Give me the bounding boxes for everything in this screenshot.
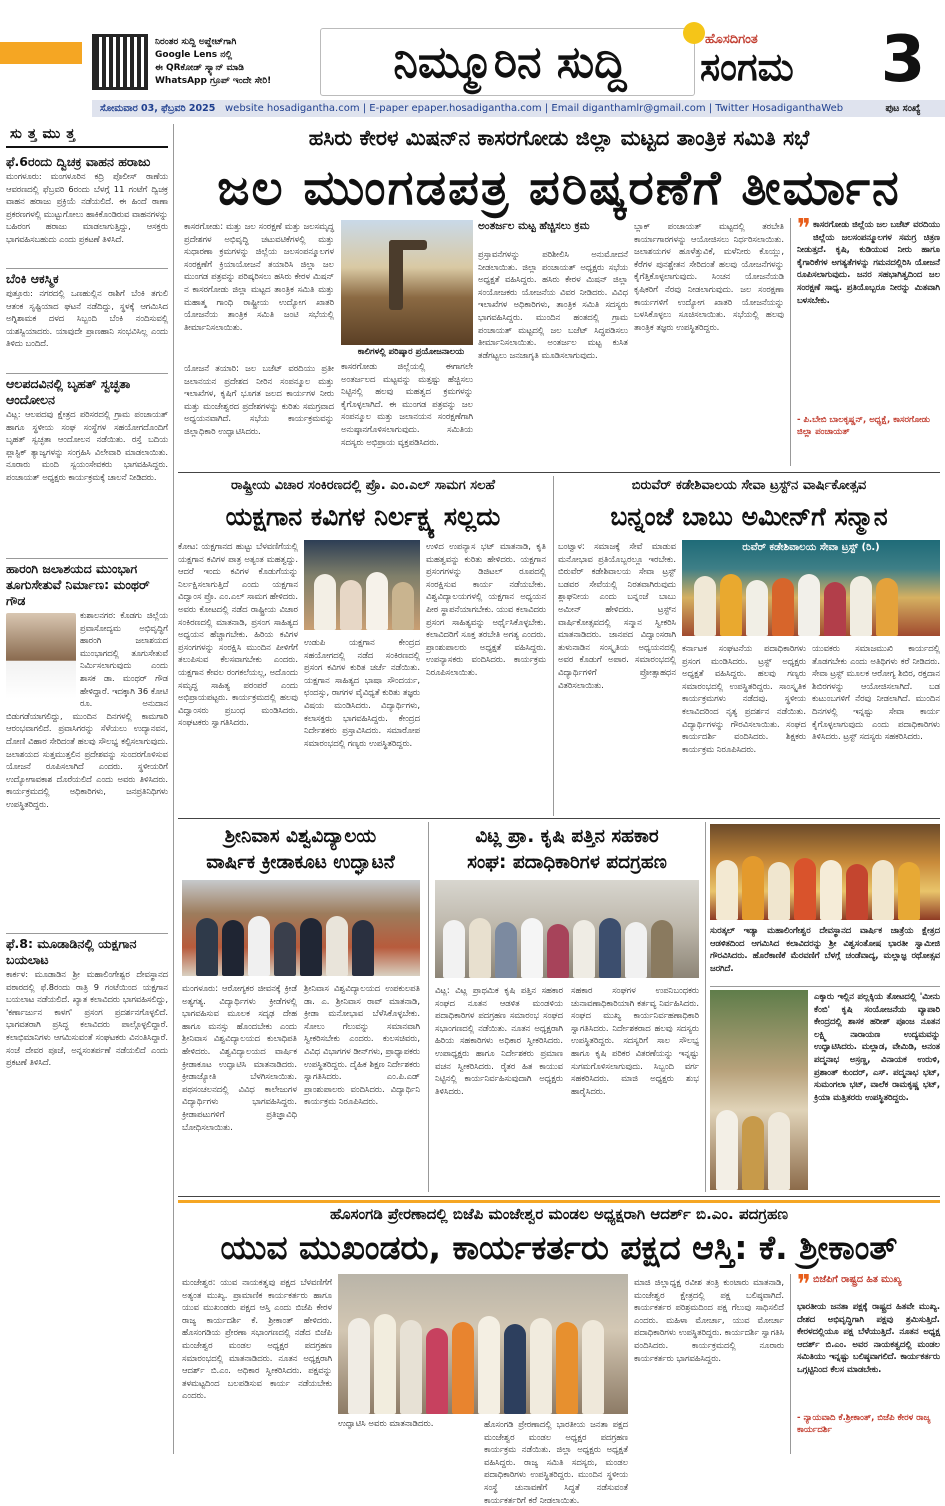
bjp-col: ಹೊಸಂಗಡಿ ಪ್ರೇರಣಾದಲ್ಲಿ ಭಾರತೀಯ ಜನತಾ ಪಕ್ಷದ ಮಂಜೇಶ್ವರ ಮಂಡಲ ಅಧ್ಯಕ್ಷರ ಪದಗ್ರಹಣ ಕಾರ್ಯಕ್ರಮ ನಡೆಯಿತು. ಜಿಲ್ಲಾ ಅಧ್ಯಕ್ಷರು ಅಧ್ಯಕ್ಷತೆ ವಹಿಸಿದ್ದರು. ರಾಜ್ಯ ಸಮಿತಿ ಸದಸ್ಯರು, ಮಂಡಲ ಪದಾಧಿಕಾರಿಗಳು ಉಪಸ್ಥಿತರಿದ್ದರು. ಮುಂದಿನ ಸ್ಥಳೀಯ ಸಂಸ್ಥೆ ಚುನಾವಣೆಗೆ ಸಿದ್ಧತೆ ನಡೆಸುವಂತೆ ಕಾರ್ಯಕರ್ತರಿಗೆ ಕರೆ ನೀಡಲಾಯಿತು. xyxy=(484,1419,628,1505)
story5-headline-2: ಸಂಘ: ಪದಾಧಿಕಾರಿಗಳ ಪದಗ್ರಹಣ xyxy=(467,852,667,873)
sidebar-story-text: ಕುಶಾಲನಗರ: ಕೊಡಗು ಜಿಲ್ಲೆಯ ಪ್ರವಾಸೋದ್ಯಮ ಅಭಿವೃದ್ಧಿಗೆ ಹಾರಂಗಿ ಜಲಾಶಯದ ಮುಂಭಾಗದಲ್ಲಿ ತೂಗುಸೇತುವೆ ನಿರ್ಮಿಸಲಾಗುವುದು ಎಂದು ಶಾಸಕ ಡಾ. ಮಂಥರ್ ಗೌಡ ಹೇಳಿದ್ದಾರೆ. ಇದಕ್ಕಾಗಿ 36 ಕೋಟಿ ರೂ. ಅನುದಾನ ಬಿಡುಗಡೆಯಾಗಲಿದ್ದು, ಮುಂದಿನ ದಿನಗಳಲ್ಲಿ ಕಾಮಗಾರಿ ಆರಂಭವಾಗಲಿದೆ. ಪ್ರವಾಸಿಗರನ್ನು ಸೆಳೆಯಲು ಉದ್ಯಾನವನ, ದೋಣಿ ವಿಹಾರ ಸೇರಿದಂತೆ ಹಲವು ಸೌಲಭ್ಯ ಕಲ್ಪಿಸಲಾಗುವುದು. ಜಲಾಶಯದ ಸುತ್ತಮುತ್ತಲಿನ ಪ್ರದೇಶವನ್ನು ಸುಂದರಗೊಳಿಸುವ ಯೋಜನೆ ರೂಪಿಸಲಾಗಿದೆ ಎಂದರು. ಸ್ಥಳೀಯರಿಗೆ ಉದ್ಯೋಗಾವಕಾಶ ದೊರೆಯಲಿದೆ ಎಂದು ಅವರು ತಿಳಿಸಿದರು. ಕಾರ್ಯಕ್ರಮದಲ್ಲಿ ಅಧಿಕಾರಿಗಳು, ಜನಪ್ರತಿನಿಧಿಗಳು ಉಪಸ್ಥಿತರಿದ್ದರು. xyxy=(6,610,168,809)
story4-col: ಮಂಗಳೂರು: ಆರೋಗ್ಯಕರ ಜೀವನಕ್ಕೆ ಕ್ರೀಡೆ ಅತ್ಯಗತ್ಯ. ವಿದ್ಯಾರ್ಥಿಗಳು ಕ್ರೀಡೆಗಳಲ್ಲಿ ಭಾಗವಹಿಸುವ ಮೂಲಕ ಸದೃಢ ದೇಹ ಹಾಗೂ ಮನಸ್ಸು ಹೊಂದಬೇಕು ಎಂದು ಶ್ರೀನಿವಾಸ ವಿಶ್ವವಿದ್ಯಾಲಯದ ಕುಲಾಧಿಪತಿ ಹೇಳಿದರು. ವಿಶ್ವವಿದ್ಯಾಲಯದ ವಾರ್ಷಿಕ ಕ್ರೀಡಾಕೂಟ ಉದ್ಘಾಟಿಸಿ ಮಾತನಾಡಿದರು. ಕ್ರೀಡಾಜ್ಯೋತಿ ಬೆಳಗಿಸಲಾಯಿತು. ಪಥಸಂಚಲನದಲ್ಲಿ ವಿವಿಧ ಕಾಲೇಜುಗಳ ವಿದ್ಯಾರ್ಥಿಗಳು ಭಾಗವಹಿಸಿದ್ದರು. ಕ್ರೀಡಾಪಟುಗಳಿಗೆ ಪ್ರತಿಜ್ಞಾವಿಧಿ ಬೋಧಿಸಲಾಯಿತು. xyxy=(182,983,297,1132)
brand-big: ಸಂಗಮ xyxy=(700,45,794,89)
lead-story[interactable] xyxy=(178,122,940,467)
lead-col: ಕಾಸರಗೋಡು ಜಿಲ್ಲೆಯಲ್ಲಿ ಈಗಾಗಲೇ ಅಂತರ್ಜಲದ ಮಟ್ಟವನ್ನು ಮತ್ತಷ್ಟು ಹೆಚ್ಚಿಸಲು ನಿಟ್ಟಿನಲ್ಲಿ ಹಲವು ಮಹತ್ವದ ಕ್ರಮಗಳನ್ನು ಕೈಗೊಳ್ಳಲಾಗಿದೆ. ಈ ಮುಂಗಡ ಪತ್ರವನ್ನು ಜಲ ಸಂಪನ್ಮೂಲ ಮತ್ತು ಜಲಾನಯನ ಸಂರಕ್ಷಣೆಗಾಗಿ ಅನುಷ್ಠಾನಗೊಳಿಸಲಾಗುವುದು. ಸಮಿತಿಯ ಸದಸ್ಯರು ಅಭಿಪ್ರಾಯ ವ್ಯಕ್ತಪಡಿಸಿದರು. xyxy=(341,361,473,447)
story5-col: ವಿಟ್ಲ: ವಿಟ್ಲ ಪ್ರಾಥಮಿಕ ಕೃಷಿ ಪತ್ತಿನ ಸಹಕಾರ ಸಂಘದ ನೂತನ ಆಡಳಿತ ಮಂಡಳಿಯ ಪದಾಧಿಕಾರಿಗಳ ಪದಗ್ರಹಣ ಸಮಾರಂಭ ಸಂಘದ ಸಭಾಂಗಣದಲ್ಲಿ ನಡೆಯಿತು. ನೂತನ ಅಧ್ಯಕ್ಷರಾಗಿ ಹಿರಿಯ ಸಹಕಾರಿಗಳು ಅಧಿಕಾರ ಸ್ವೀಕರಿಸಿದರು. ಉಪಾಧ್ಯಕ್ಷರು ಹಾಗೂ ನಿರ್ದೇಶಕರು ಪ್ರಮಾಣ ವಚನ ಸ್ವೀಕರಿಸಿದರು. ರೈತರ ಹಿತ ಕಾಯುವ ನಿಟ್ಟಿನಲ್ಲಿ ಕಾರ್ಯನಿರ್ವಹಿಸುವುದಾಗಿ ಅಧ್ಯಕ್ಷರು ತಿಳಿಸಿದರು. xyxy=(435,985,563,1096)
story3-headline: ಬನ್ನಂಜೆ ಬಾಬು ಅಮೀನ್‌ಗೆ ಸನ್ಮಾನ xyxy=(610,502,888,531)
story4-col: ಶ್ರೀನಿವಾಸ ವಿಶ್ವವಿದ್ಯಾಲಯದ ಉಪಕುಲಪತಿ ಡಾ. ಎ. ಶ್ರೀನಿವಾಸ ರಾವ್ ಮಾತನಾಡಿ, ಕ್ರೀಡಾ ಮನೋಭಾವ ಬೆಳೆಸಿಕೊಳ್ಳಬೇಕು. ಸೋಲು ಗೆಲುವನ್ನು ಸಮಾನವಾಗಿ ಸ್ವೀಕರಿಸಬೇಕು ಎಂದರು. ಕುಲಸಚಿವರು, ವಿವಿಧ ವಿಭಾಗಗಳ ಡೀನ್‌ಗಳು, ಪ್ರಾಧ್ಯಾಪಕರು ಉಪಸ್ಥಿತರಿದ್ದರು. ದೈಹಿಕ ಶಿಕ್ಷಣ ನಿರ್ದೇಶಕರು ಸ್ವಾಗತಿಸಿದರು. ಎಂ.ಪಿ.ಎಡ್ ಪ್ರಾಂಶುಪಾಲರು ವಂದಿಸಿದರು. ವಿದ್ಯಾರ್ಥಿನಿ ಕಾರ್ಯಕ್ರಮ ನಿರೂಪಿಸಿದರು. xyxy=(304,983,420,1107)
issue-date: ಸೋಮವಾರ 03, ಫೆಬ್ರವರಿ 2025 xyxy=(100,103,216,114)
story2-photo xyxy=(304,540,420,630)
bjp-quote-box xyxy=(790,1270,940,1454)
story5-col: ಸಹಕಾರ ಸಂಘಗಳ ಉಪನಿಬಂಧಕರು ಚುನಾವಣಾಧಿಕಾರಿಯಾಗಿ ಕರ್ತವ್ಯ ನಿರ್ವಹಿಸಿದರು. ಸಂಘದ ಮುಖ್ಯ ಕಾರ್ಯನಿರ್ವಹಣಾಧಿಕಾರಿ ಸ್ವಾಗತಿಸಿದರು. ನಿರ್ದೇಶಕರಾದ ಹಲವು ಸದಸ್ಯರು ಉಪಸ್ಥಿತರಿದ್ದರು. ಸದಸ್ಯರಿಗೆ ಸಾಲ ಸೌಲಭ್ಯ ಹಾಗೂ ಕೃಷಿ ಪರಿಕರ ವಿತರಣೆಯನ್ನು ಇನ್ನಷ್ಟು ಸುಗಮಗೊಳಿಸಲಾಗುವುದು. ಸಿಬ್ಬಂದಿ ವರ್ಗ ಸಹಕರಿಸಿದರು. ಮಾಜಿ ಅಧ್ಯಕ್ಷರು ಶುಭ ಹಾರೈಸಿದರು. xyxy=(571,985,699,1096)
lead-col: ಕಾಸರಗೋಡು: ಮತ್ತು ಜಲ ಸಂರಕ್ಷಣೆ ಮತ್ತು ಜಲಸಮೃದ್ಧ ಪ್ರದೇಶಗಳ ಅಭಿವೃದ್ಧಿ ಚಟುವಟಿಕೆಗಳಲ್ಲಿ ಮತ್ತು ಸುಧಾರಣಾ ಕ್ರಮಗಳನ್ನು ಜಿಲ್ಲೆಯ ಜಲಸಂಪನ್ಮೂಲಗಳ ಸಂರಕ್ಷಣೆಗೆ ಕ್ರಿಯಾಯೋಜನೆ ತಯಾರಿಸಿ ಜಿಲ್ಲಾ ಜಲ ಮುಂಗಡ ಪತ್ರವನ್ನು ಪರಿಷ್ಕರಿಸಲು ಹಸಿರು ಕೇರಳ ಮಿಷನ್ ನ ಕಾಸರಗೋಡು ಜಿಲ್ಲಾ ಮಟ್ಟದ ತಾಂತ್ರಿಕ ಸಮಿತಿ ಮತ್ತು ಮಹಾತ್ಮ ಗಾಂಧಿ ರಾಷ್ಟ್ರೀಯ ಉದ್ಯೋಗ ಖಾತರಿ ಯೋಜನೆಯ ತಾಂತ್ರಿಕ ಸಮಿತಿ ಜಂಟಿ ಸಭೆಯಲ್ಲಿ ತೀರ್ಮಾನಿಸಲಾಯಿತು. xyxy=(184,221,334,332)
lead-kicker: ಹಸಿರು ಕೇರಳ ಮಿಷನ್‌ನ ಕಾಸರಗೋಡು ಜಿಲ್ಲಾ ಮಟ್ಟದ ತಾಂತ್ರಿಕ ಸಮಿತಿ ಸಭೆ xyxy=(308,126,810,150)
lead-quote-text: ಕಾಸರಗೋಡು ಜಿಲ್ಲೆಯ ಜಲ ಬಜೆಟ್ ವರದಿಯು ಜಿಲ್ಲೆಯ ಜಲಸಂಪನ್ಮೂಲಗಳ ಸಮಗ್ರ ಚಿತ್ರಣ ನೀಡುತ್ತದೆ. ಕೃಷಿ, ಕುಡಿಯುವ ನೀರು ಹಾಗೂ ಕೈಗಾರಿಕೆಗಳ ಅಗತ್ಯತೆಗಳನ್ನು ಗಮನದಲ್ಲಿರಿಸಿ ಯೋಜನೆ ರೂಪಿಸಲಾಗುವುದು. ಜನರ ಸಹಭಾಗಿತ್ವದಿಂದ ಜಲ ಸಂರಕ್ಷಣೆ ಸಾಧ್ಯ. ಪ್ರತಿಯೊಬ್ಬರೂ ನೀರನ್ನು ಮಿತವಾಗಿ ಬಳಸಬೇಕು. xyxy=(797,219,940,305)
lead-photo-tap xyxy=(341,220,473,345)
story6-photo xyxy=(710,824,940,920)
lead-col: ಪ್ರಸ್ತಾವನೆಗಳನ್ನು ಪರಿಶೀಲಿಸಿ ಅನುಮೋದನೆ ನೀಡಲಾಯಿತು. ಜಿಲ್ಲಾ ಪಂಚಾಯತ್ ಅಧ್ಯಕ್ಷರು ಸಭೆಯ ಅಧ್ಯಕ್ಷತೆ ವಹಿಸಿದ್ದರು. ಹಸಿರು ಕೇರಳ ಮಿಷನ್ ಜಿಲ್ಲಾ ಸಂಯೋಜಕರು ಯೋಜನೆಯ ವಿವರ ನೀಡಿದರು. ವಿವಿಧ ಇಲಾಖೆಗಳ ಅಧಿಕಾರಿಗಳು, ತಾಂತ್ರಿಕ ಸಮಿತಿ ಸದಸ್ಯರು ಭಾಗವಹಿಸಿದ್ದರು. ಮುಂದಿನ ಹಂತದಲ್ಲಿ ಗ್ರಾಮ ಪಂಚಾಯತ್ ಮಟ್ಟದಲ್ಲಿ ಜಲ ಬಜೆಟ್ ಸಿದ್ಧಪಡಿಸಲು ತೀರ್ಮಾನಿಸಲಾಯಿತು. ಅಂತರ್ಜಲ ಮಟ್ಟ ಕುಸಿತ ತಡೆಗಟ್ಟಲು ಜನಜಾಗೃತಿ ಮೂಡಿಸಲಾಗುವುದು. xyxy=(478,249,628,360)
lead-photo-caption: ಕಾಲಿಗಳಲ್ಲಿ ಪರಿಷ್ಕಾರ ಪ್ರಯೋಜನಾಲಯ xyxy=(357,347,465,357)
story3-col: ಬಂಟ್ವಾಳ: ಸಮಾಜಕ್ಕೆ ಸೇವೆ ಮಾಡುವ ಮನೋಭಾವ ಪ್ರತಿಯೊಬ್ಬರಲ್ಲೂ ಇರಬೇಕು. ಬಿರುವೆರ್ ಕಡೇಶಿವಾಲಯ ಸೇವಾ ಟ್ರಸ್ಟ್ ಬಡವರ ಸೇವೆಯಲ್ಲಿ ನಿರತವಾಗಿರುವುದು ಶ್ಲಾಘನೀಯ ಎಂದು ಬನ್ನಂಜೆ ಬಾಬು ಅಮೀನ್ ಹೇಳಿದರು. ಟ್ರಸ್ಟ್‌ನ ವಾರ್ಷಿಕೋತ್ಸವದಲ್ಲಿ ಸನ್ಮಾನ ಸ್ವೀಕರಿಸಿ ಮಾತನಾಡಿದರು. ಜಾನಪದ ವಿದ್ವಾಂಸರಾಗಿ ತುಳುನಾಡಿನ ಸಂಸ್ಕೃತಿಯ ಅಧ್ಯಯನದಲ್ಲಿ ಅವರ ಕೊಡುಗೆ ಅಪಾರ. ಸಮಾರಂಭದಲ್ಲಿ ವಿದ್ಯಾರ್ಥಿಗಳಿಗೆ ಪ್ರೋತ್ಸಾಹಧನ ವಿತರಿಸಲಾಯಿತು. xyxy=(558,541,676,690)
sidebar-story[interactable] xyxy=(6,936,168,1416)
story-srinivas[interactable] xyxy=(178,822,423,1192)
mla-portrait xyxy=(6,613,76,699)
sidebar-story-text: ಕಾರ್ಕಳ: ಮೂಡಾಡಿನ ಶ್ರೀ ಮಹಾಲಿಂಗೇಶ್ವರ ದೇವಸ್ಥಾನದ ವಠಾರದಲ್ಲಿ ಫೆ.8ರಂದು ರಾತ್ರಿ 9 ಗಂಟೆಯಿಂದ ಯಕ್ಷಗಾನ ಬಯಲಾಟ ನಡೆಯಲಿದೆ. ಖ್ಯಾತ ಕಲಾವಿದರು ಭಾಗವಹಿಸಲಿದ್ದು, 'ಕರ್ಣಾರ್ಜುನ ಕಾಳಗ' ಪ್ರಸಂಗ ಪ್ರದರ್ಶನಗೊಳ್ಳಲಿದೆ. ಭಾಗವತರಾಗಿ ಪ್ರಸಿದ್ಧ ಕಲಾವಿದರು ಪಾಲ್ಗೊಳ್ಳಲಿದ್ದಾರೆ. ಕಲಾಭಿಮಾನಿಗಳು ಆಗಮಿಸುವಂತೆ ಸಂಘಟಕರು ವಿನಂತಿಸಿದ್ದಾರೆ. ಸಂಜೆ ದೇವರ ಪೂಜೆ, ಅನ್ನಸಂತರ್ಪಣೆ ನಡೆಯಲಿದೆ ಎಂದು ಪ್ರಕಟಣೆ ತಿಳಿಸಿದೆ. xyxy=(6,969,168,1068)
sidebar-story-head: ಆಲಪದವಿನಲ್ಲಿ ಬೃಹತ್ ಸ್ವಚ್ಛತಾ ಆಂದೋಲನ xyxy=(6,376,131,407)
qr-line: ಈ QRಕೋಡ್ ಸ್ಕ್ಯಾನ್ ಮಾಡಿ xyxy=(155,63,244,73)
lead-quote-box xyxy=(790,214,940,466)
story3-col: ಯುವಕರು ಸಮಾಜಮುಖಿ ಕಾರ್ಯದಲ್ಲಿ ತೊಡಗಬೇಕು ಎಂದು ಅತಿಥಿಗಳು ಕರೆ ನೀಡಿದರು. ಸೇವಾ ಟ್ರಸ್ಟ್ ಮೂಲಕ ಆರೋಗ್ಯ ಶಿಬಿರ, ರಕ್ತದಾನ ಶಿಬಿರಗಳನ್ನು ಆಯೋಜಿಸಲಾಗಿದೆ. ಬಡ ಕುಟುಂಬಗಳಿಗೆ ನೆರವು ನೀಡಲಾಗಿದೆ. ಮುಂದಿನ ದಿನಗಳಲ್ಲಿ ಇನ್ನಷ್ಟು ಸೇವಾ ಕಾರ್ಯ ಕೈಗೊಳ್ಳಲಾಗುವುದು ಎಂದು ಪದಾಧಿಕಾರಿಗಳು ತಿಳಿಸಿದರು. ಟ್ರಸ್ಟ್ ಸದಸ್ಯರು ಸಹಕರಿಸಿದರು. xyxy=(812,643,940,742)
sidebar-logo: ಸುತ್ತಮುತ್ತ xyxy=(6,124,168,148)
story5-headline-1: ವಿಟ್ಲ ಪ್ರಾ. ಕೃಷಿ ಪತ್ತಿನ ಸಹಕಾರ xyxy=(475,826,659,847)
sidebar-story-text: ವಿಟ್ಲ: ಆಲಪದವು ಕ್ಷೇತ್ರದ ಪರಿಸರದಲ್ಲಿ ಗ್ರಾಮ ಪಂಚಾಯತ್ ಹಾಗೂ ಸ್ಥಳೀಯ ಸಂಘ ಸಂಸ್ಥೆಗಳ ಸಹಯೋಗದೊಂದಿಗೆ ಬೃಹತ್ ಸ್ವಚ್ಛತಾ ಆಂದೋಲನ ನಡೆಯಿತು. ರಸ್ತೆ ಬದಿಯ ಪ್ಲಾಸ್ಟಿಕ್ ತ್ಯಾಜ್ಯಗಳನ್ನು ಸಂಗ್ರಹಿಸಿ ವಿಲೇವಾರಿ ಮಾಡಲಾಯಿತು. ನೂರಾರು ಮಂದಿ ಸ್ವಯಂಸೇವಕರು ಭಾಗವಹಿಸಿದ್ದರು. ಪಂಚಾಯತ್ ಅಧ್ಯಕ್ಷರು ಕಾರ್ಯಕ್ರಮಕ್ಕೆ ಚಾಲನೆ ನೀಡಿದರು. xyxy=(6,409,168,482)
story-surathkal[interactable] xyxy=(710,824,940,982)
bjp-quote-byline: - ನ್ಯಾಯವಾದಿ ಕೆ.ಶ್ರೀಕಾಂತ್, ಬಿಜೆಪಿ ಕೇರಳ ರಾಜ್ಯ ಕಾರ್ಯದರ್ಶಿ xyxy=(797,1413,931,1435)
quote-mark-icon: ❞ xyxy=(797,1270,811,1300)
sidebar-story[interactable] xyxy=(6,376,168,556)
page-number: 3 xyxy=(880,23,926,97)
story2-kicker: ರಾಷ್ಟ್ರೀಯ ವಿಚಾರ ಸಂಕಿರಣದಲ್ಲಿ ಪ್ರೊ. ಎಂ.ಎಲ್ ಸಾಮಗ ಸಲಹೆ xyxy=(230,478,496,493)
bjp-quote-head: ಬಿಜೆಪಿಗೆ ರಾಷ್ಟ್ರದ ಹಿತ ಮುಖ್ಯ xyxy=(813,1274,902,1285)
tap-icon xyxy=(389,240,403,310)
lead-headline: ಜಲ ಮುಂಗಡಪತ್ರ ಪರಿಷ್ಕರಣೆಗೆ ತೀರ್ಮಾನ xyxy=(217,160,901,216)
lead-quote-byline: - ಪಿ.ಬೇಬಿ ಬಾಲಕೃಷ್ಣನ್, ಅಧ್ಯಕ್ಷೆ, ಕಾಸರಗೋಡು ಜಿಲ್ಲಾ ಪಂಚಾಯತ್ xyxy=(797,415,930,437)
page-label: ಪುಟ ಸಂಖ್ಯೆ xyxy=(885,103,921,114)
qr-code[interactable] xyxy=(92,34,148,90)
qr-line: ನಿರಂತರ ಸುದ್ದಿ ಅಪ್ಡೇಟ್‌ಗಾಗಿ xyxy=(155,37,237,47)
sidebar-story[interactable] xyxy=(6,561,168,931)
story-vitla-coop[interactable] xyxy=(433,822,701,1192)
sidebar-story[interactable] xyxy=(6,271,168,371)
quote-mark-icon: ❞ xyxy=(797,214,811,244)
bjp-col: ಮಾಜಿ ಜಿಲ್ಲಾಧ್ಯಕ್ಷ ರವೀಶ ತಂತ್ರಿ ಕುಂಟಾರು ಮಾತನಾಡಿ, ಮಂಜೇಶ್ವರ ಕ್ಷೇತ್ರದಲ್ಲಿ ಪಕ್ಷ ಬಲಿಷ್ಠವಾಗಿದೆ. ಕಾರ್ಯಕರ್ತರ ಪರಿಶ್ರಮದಿಂದ ಪಕ್ಷ ಗೆಲುವು ಸಾಧಿಸಲಿದೆ ಎಂದರು. ಮಹಿಳಾ ಮೋರ್ಚಾ, ಯುವ ಮೋರ್ಚಾ ಪದಾಧಿಕಾರಿಗಳು ಉಪಸ್ಥಿತರಿದ್ದರು. ಕಾರ್ಯದರ್ಶಿ ಸ್ವಾಗತಿಸಿ ವಂದಿಸಿದರು. ಕಾರ್ಯಕ್ರಮದಲ್ಲಿ ನೂರಾರು ಕಾರ್ಯಕರ್ತರು ಭಾಗವಹಿಸಿದ್ದರು. xyxy=(634,1277,784,1363)
sidebar-story-head: ಹಾರಂಗಿ ಜಲಾಶಯದ ಮುಂಭಾಗ ತೂಗುಸೇತುವೆ ನಿರ್ಮಾಣ: ಮಂಥರ್ ಗೌಡ xyxy=(6,561,150,608)
sidebar-story-text: ಪುತ್ತೂರು: ನಗರದಲ್ಲಿ ಒಣಹುಲ್ಲಿನ ರಾಶಿಗೆ ಬೆಂಕಿ ತಗುಲಿ ಆತಂಕ ಸೃಷ್ಟಿಯಾದ ಘಟನೆ ನಡೆದಿದ್ದು, ಸ್ಥಳಕ್ಕೆ ಆಗಮಿಸಿದ ಅಗ್ನಿಶಾಮಕ ದಳದ ಸಿಬ್ಬಂದಿ ಬೆಂಕಿ ನಂದಿಸುವಲ್ಲಿ ಯಶಸ್ವಿಯಾದರು. ಯಾವುದೇ ಪ್ರಾಣಹಾನಿ ಸಂಭವಿಸಿಲ್ಲ ಎಂದು ತಿಳಿದು ಬಂದಿದೆ. xyxy=(6,288,168,349)
masthead-orange-tab xyxy=(0,42,82,64)
sidebar-story[interactable] xyxy=(6,154,168,266)
lead-subhead: ಅಂತರ್ಜಲ ಮಟ್ಟ ಹೆಚ್ಚಿಸಲು ಕ್ರಮ xyxy=(478,220,590,232)
story-ekkaru[interactable] xyxy=(710,990,940,1192)
story3-photo xyxy=(682,540,940,636)
story5-photo xyxy=(435,880,699,978)
sun-icon xyxy=(683,22,705,44)
sidebar-story-text: ಮಂಗಳೂರು: ಮಂಗಳೂರಿನ ಕದ್ರಿ ಪೊಲೀಸ್ ಠಾಣೆಯ ಆವರಣದಲ್ಲಿ ಫೆಬ್ರವರಿ 6ರಂದು ಬೆಳಗ್ಗೆ 11 ಗಂಟೆಗೆ ದ್ವಿಚಕ್ರ ವಾಹನ ಹರಾಜು ಪ್ರಕ್ರಿಯೆ ನಡೆಯಲಿದೆ. ಈ ಹಿಂದೆ ಠಾಣಾ ಪ್ರಕರಣಗಳಲ್ಲಿ ಮುಟ್ಟುಗೋಲು ಹಾಕಿಕೊಂಡಿರುವ ವಾಹನಗಳನ್ನು ಬಹಿರಂಗ ಹರಾಜು ಮಾಡಲಾಗುತ್ತಿದ್ದು, ಆಸಕ್ತರು ಭಾಗವಹಿಸಬಹುದು ಎಂದು ಪ್ರಕಟಣೆ ತಿಳಿಸಿದೆ. xyxy=(6,171,168,244)
bjp-kicker: ಹೊಸಂಗಡಿ ಪ್ರೇರಣಾದಲ್ಲಿ ಬಿಜೆಪಿ ಮಂಜೇಶ್ವರ ಮಂಡಲ ಅಧ್ಯಕ್ಷರಾಗಿ ಆದರ್ಶ್ ಬಿ.ಎಂ. ಪದಗ್ರಹಣ xyxy=(329,1205,789,1223)
lead-col: ಯೋಜನೆ ತಯಾರಿ: ಜಲ ಬಜೆಟ್ ವರದಿಯು ಪ್ರತೀ ಜಲಾನಯನ ಪ್ರದೇಶದ ನೀರಿನ ಸಂಪನ್ಮೂಲ ಮತ್ತು ಇಲಾಖೆಗಳ, ಕೃಷಿಗೆ ಭೂಗತ ಜಲದ ಕಾರ್ಯಗಳ ನೀರು ಮತ್ತು ಮಂಜೇಶ್ವರದ ಪ್ರದೇಶಗಳನ್ನು ಕುರಿತು ಸಮಗ್ರವಾದ ಅಧ್ಯಯನವಾಗಿದೆ. ಸಭೆಯ ಕಾರ್ಯಕ್ರಮವನ್ನು ಜಿಲ್ಲಾಧಿಕಾರಿ ಉದ್ಘಾಟಿಸಿದರು. xyxy=(184,363,334,436)
story3-banner: ರುವೆರ್ ಕಡೇಶಿವಾಲಯ ಸೇವಾ ಟ್ರಸ್ಟ್ (ರಿ.) xyxy=(742,542,880,553)
bjp-col: ಮಂಜೇಶ್ವರ: ಯುವ ನಾಯಕತ್ವವು ಪಕ್ಷದ ಬೆಳವಣಿಗೆಗೆ ಅತ್ಯಂತ ಮುಖ್ಯ. ಪ್ರಾಮಾಣಿಕ ಕಾರ್ಯಕರ್ತರು ಹಾಗೂ ಯುವ ಮುಖಂಡರು ಪಕ್ಷದ ಆಸ್ತಿ ಎಂದು ಬಿಜೆಪಿ ಕೇರಳ ರಾಜ್ಯ ಕಾರ್ಯದರ್ಶಿ ಕೆ. ಶ್ರೀಕಾಂತ್ ಹೇಳಿದರು. ಹೊಸಂಗಡಿಯ ಪ್ರೇರಣಾ ಸಭಾಂಗಣದಲ್ಲಿ ನಡೆದ ಬಿಜೆಪಿ ಮಂಜೇಶ್ವರ ಮಂಡಲ ಅಧ್ಯಕ್ಷರ ಪದಗ್ರಹಣ ಸಮಾರಂಭದಲ್ಲಿ ಮಾತನಾಡಿದರು. ನೂತನ ಅಧ್ಯಕ್ಷರಾಗಿ ಆದರ್ಶ್ ಬಿ.ಎಂ. ಅಧಿಕಾರ ಸ್ವೀಕರಿಸಿದರು. ಪಕ್ಷವನ್ನು ತಳಮಟ್ಟದಿಂದ ಬಲಪಡಿಸುವ ಕಾರ್ಯ ನಡೆಯಬೇಕು ಎಂದರು. xyxy=(182,1277,332,1401)
story7-photo xyxy=(710,990,808,1190)
story2-col: ಕೋಟ: ಯಕ್ಷಗಾನದ ಹುಟ್ಟು ಬೆಳವಣಿಗೆಯಲ್ಲಿ ಯಕ್ಷಗಾನ ಕವಿಗಳ ಪಾತ್ರ ಅತ್ಯಂತ ಮಹತ್ವದ್ದು. ಆದರೆ ಇಂದು ಕವಿಗಳ ಕೊಡುಗೆಯನ್ನು ನಿರ್ಲಕ್ಷಿಸಲಾಗುತ್ತಿದೆ ಎಂದು ಯಕ್ಷಗಾನ ವಿದ್ವಾಂಸ ಪ್ರೊ. ಎಂ.ಎಲ್ ಸಾಮಗ ಹೇಳಿದರು. ಅವರು ಕೋಟದಲ್ಲಿ ನಡೆದ ರಾಷ್ಟ್ರೀಯ ವಿಚಾರ ಸಂಕಿರಣದಲ್ಲಿ ಮಾತನಾಡಿ, ಪ್ರಸಂಗ ಸಾಹಿತ್ಯದ ಅಧ್ಯಯನ ಹೆಚ್ಚಾಗಬೇಕು. ಹಿರಿಯ ಕವಿಗಳ ಪ್ರಸಂಗಗಳನ್ನು ಸಂರಕ್ಷಿಸಿ ಮುಂದಿನ ಪೀಳಿಗೆಗೆ ತಲುಪಿಸುವ ಕೆಲಸವಾಗಬೇಕು ಎಂದರು. ಯಕ್ಷಗಾನ ಕೇವಲ ರಂಗಕಲೆಯಲ್ಲ, ಅದೊಂದು ಸಮೃದ್ಧ ಸಾಹಿತ್ಯ ಪರಂಪರೆ ಎಂದು ಅಭಿಪ್ರಾಯಪಟ್ಟರು. ಕಾರ್ಯಕ್ರಮದಲ್ಲಿ ಹಲವು ವಿದ್ವಾಂಸರು ಪ್ರಬಂಧ ಮಂಡಿಸಿದರು. ಸಂಘಟಕರು ಸ್ವಾಗತಿಸಿದರು. xyxy=(178,541,298,728)
story7-caption: ಎಕ್ಕಾರು ಇಲ್ಲಿನ ಪಲ್ಲಕ್ಕಿಯ ತೋಟದಲ್ಲಿ 'ಮೀನು ಕೆಂಬಿ' ಕೃಷಿ ಸಂಯೋಜನೆಯ ವ್ಯಾಪಾರಿ ಕೇಂದ್ರದಲ್ಲಿ ಶಾಸಕ ಹರೀಶ್ ಪೂಂಜ ನೂತನ ಲಕ್ಷ್ಮಿ ನಾರಾಯಣ ಉದ್ಯಮವನ್ನು ಉದ್ಘಾಟಿಸಿದರು. ಮಲ್ಲಾಡ, ವೇಮಿಡಿ, ಅನಂತ ಪದ್ಮನಾಭ ಅಸ್ರಣ್ಣ, ವಿನಾಯಕ ಉರುಳಿ, ಪ್ರಶಾಂತ್ ಕುಂದರ್, ಎಸ್. ಪದ್ಮನಾಭ ಭಟ್, ಸುಮಂಗಲಾ ಭಟ್, ವಾಲೆಕ ರಾಮಕೃಷ್ಣ ಭಟ್, ಕ್ರಿಯಾ ಮತ್ತಿತರರು ಉಪಸ್ಥಿತರಿದ್ದರು. xyxy=(814,991,940,1102)
bjp-photo-caption: ಉದ್ಘಾಟಿಸಿ ಅವರು ಮಾತನಾಡಿದರು. xyxy=(338,1419,434,1429)
sidebar-story-head: ಫೆ.6ರಂದು ದ್ವಿಚಕ್ರ ವಾಹನ ಹರಾಜು xyxy=(6,154,151,169)
sidebar-story-head: ಫೆ.8: ಮೂಡಾಡಿನಲ್ಲಿ ಯಕ್ಷಗಾನ ಬಯಲಾಟ xyxy=(6,936,137,967)
lead-col: ಬ್ಲಾಕ್ ಪಂಚಾಯತ್ ಮಟ್ಟದಲ್ಲಿ ತರಬೇತಿ ಕಾರ್ಯಾಗಾರಗಳನ್ನು ಆಯೋಜಿಸಲು ನಿರ್ಧರಿಸಲಾಯಿತು. ಜಲಾಶಯಗಳ ಹೂಳೆತ್ತುವಿಕೆ, ಮಳೆನೀರು ಕೊಯ್ಲು, ಕೆರೆಗಳ ಪುನಶ್ಚೇತನ ಸೇರಿದಂತೆ ಹಲವು ಯೋಜನೆಗಳನ್ನು ಕೈಗೆತ್ತಿಕೊಳ್ಳಲಾಗುವುದು. ಸಿಂಚನ ಯೋಜನೆಯಡಿ ಕೃಷಿಕರಿಗೆ ನೆರವು ನೀಡಲಾಗುವುದು. ಜಲ ಸಂರಕ್ಷಣಾ ಕಾರ್ಯಗಳಿಗೆ ಉದ್ಯೋಗ ಖಾತರಿ ಯೋಜನೆಯನ್ನು ಬಳಸಿಕೊಳ್ಳಲು ಸೂಚಿಸಲಾಯಿತು. ಸಭೆಯಲ್ಲಿ ಹಲವು ತಾಂತ್ರಿಕ ತಜ್ಞರು ಉಪಸ್ಥಿತರಿದ್ದರು. xyxy=(634,221,784,332)
story4-photo xyxy=(182,880,420,976)
story2-col: ಉಳಿದ ಉಪನ್ಯಾಸ ಭಟ್ ಮಾತನಾಡಿ, ಕೃತಿ ಮಹತ್ವವನ್ನು ಕುರಿತು ಹೇಳಿದರು. ಯಕ್ಷಗಾನ ಪ್ರಸಂಗಗಳನ್ನು ಡಿಜಿಟಲ್ ರೂಪದಲ್ಲಿ ಸಂರಕ್ಷಿಸುವ ಕಾರ್ಯ ನಡೆಯಬೇಕು. ವಿಶ್ವವಿದ್ಯಾಲಯಗಳಲ್ಲಿ ಯಕ್ಷಗಾನ ಅಧ್ಯಯನ ಪೀಠ ಸ್ಥಾಪನೆಯಾಗಬೇಕು. ಯುವ ಕಲಾವಿದರು ಪ್ರಸಂಗ ಸಾಹಿತ್ಯವನ್ನು ಅರ್ಥೈಸಿಕೊಳ್ಳಬೇಕು. ಕಲಾವಿದರಿಗೆ ಸೂಕ್ತ ತರಬೇತಿ ಅಗತ್ಯ ಎಂದರು. ಪ್ರಾಂಶುಪಾಲರು ಅಧ್ಯಕ್ಷತೆ ವಹಿಸಿದ್ದರು. ಉಪನ್ಯಾಸಕರು ವಂದಿಸಿದರು. ಕಾರ್ಯಕ್ರಮ ನಿರೂಪಿಸಲಾಯಿತು. xyxy=(426,541,546,677)
story-bjp[interactable] xyxy=(178,1200,940,1505)
story3-kicker: ಬಿರುವೆರ್ ಕಡೇಶಿವಾಲಯ ಸೇವಾ ಟ್ರಸ್ಟ್‌ನ ವಾರ್ಷಿಕೋತ್ಸವ xyxy=(631,478,867,493)
story-bannanje[interactable] xyxy=(558,476,940,816)
bjp-photo xyxy=(338,1274,628,1414)
story3-col: ಕರ್ನಾಟಕ ಸಂಘಟನೆಯ ಪದಾಧಿಕಾರಿಗಳು ಪ್ರಸಂಗ ಮಂಡಿಸಿದರು. ಟ್ರಸ್ಟ್ ಅಧ್ಯಕ್ಷರು ಅಧ್ಯಕ್ಷತೆ ವಹಿಸಿದ್ದರು. ಹಲವು ಗಣ್ಯರು ಸಮಾರಂಭದಲ್ಲಿ ಉಪಸ್ಥಿತರಿದ್ದರು. ಸಾಂಸ್ಕೃತಿಕ ಕಾರ್ಯಕ್ರಮಗಳು ನಡೆದವು. ಸ್ಥಳೀಯ ಕಲಾವಿದರಿಂದ ನೃತ್ಯ ಪ್ರದರ್ಶನ ನಡೆಯಿತು. ವಿದ್ಯಾರ್ಥಿಗಳನ್ನು ಗೌರವಿಸಲಾಯಿತು. ಸಂಘದ ಕಾರ್ಯದರ್ಶಿ ವಂದಿಸಿದರು. ಶಿಕ್ಷಕರು ಕಾರ್ಯಕ್ರಮ ನಿರೂಪಿಸಿದರು. xyxy=(682,643,806,754)
bjp-headline: ಯುವ ಮುಖಂಡರು, ಕಾರ್ಯಕರ್ತರು ಪಕ್ಷದ ಆಸ್ತಿ: ಕೆ. ಶ್ರೀಕಾಂತ್ xyxy=(220,1228,898,1267)
story4-headline-1: ಶ್ರೀನಿವಾಸ ವಿಶ್ವವಿದ್ಯಾಲಯ xyxy=(224,826,377,847)
bjp-quote-text: ಭಾರತೀಯ ಜನತಾ ಪಕ್ಷಕ್ಕೆ ರಾಷ್ಟ್ರದ ಹಿತವೇ ಮುಖ್ಯ. ದೇಶದ ಅಭಿವೃದ್ಧಿಗಾಗಿ ಪಕ್ಷವು ಶ್ರಮಿಸುತ್ತಿದೆ. ಕೇರಳದಲ್ಲಿಯೂ ಪಕ್ಷ ಬೆಳೆಯುತ್ತಿದೆ. ನೂತನ ಅಧ್ಯಕ್ಷ ಆದರ್ಶ್ ಬಿ.ಎಂ. ಅವರ ನಾಯಕತ್ವದಲ್ಲಿ ಮಂಡಲ ಸಮಿತಿಯು ಇನ್ನಷ್ಟು ಬಲಿಷ್ಠವಾಗಲಿದೆ. ಕಾರ್ಯಕರ್ತರು ಒಗ್ಗಟ್ಟಿನಿಂದ ಕೆಲಸ ಮಾಡಬೇಕು. xyxy=(797,1301,940,1374)
sidebar-story-head: ಬೆಂಕಿ ಆಕಸ್ಮಿಕ xyxy=(6,271,59,286)
masthead xyxy=(0,0,945,118)
story4-headline-2: ವಾರ್ಷಿಕ ಕ್ರೀಡಾಕೂಟ ಉದ್ಘಾಟನೆ xyxy=(206,852,395,873)
story2-headline: ಯಕ್ಷಗಾನ ಕವಿಗಳ ನಿರ್ಲಕ್ಷ್ಯ ಸಲ್ಲದು xyxy=(225,502,501,531)
contact-line: website hosadigantha.com | E-paper epaper.hosadigantha.com | Email diganthamlr@gmail.com | Twitter HosadiganthaWeb xyxy=(225,103,844,114)
story-yakshagana[interactable] xyxy=(178,476,548,816)
qr-line: Google Lens ನಲ್ಲಿ xyxy=(155,50,233,60)
qr-caption xyxy=(155,36,310,88)
qr-line: WhatsApp ಗ್ರೂಪ್ ಇಂದೇ ಸೇರಿ! xyxy=(155,76,272,86)
sidebar xyxy=(6,124,168,1454)
story2-col: ಉಡುಪಿ ಯಕ್ಷಗಾನ ಕೇಂದ್ರದ ಸಹಯೋಗದಲ್ಲಿ ನಡೆದ ಸಂಕಿರಣದಲ್ಲಿ ಪ್ರಸಂಗ ಕವಿಗಳ ಕುರಿತ ಚರ್ಚೆ ನಡೆಯಿತು. ಯಕ್ಷಗಾನ ಸಾಹಿತ್ಯದ ಭಾಷಾ ಸೌಂದರ್ಯ, ಛಂದಸ್ಸು, ರಾಗಗಳ ವೈವಿಧ್ಯತೆ ಕುರಿತು ತಜ್ಞರು ವಿಷಯ ಮಂಡಿಸಿದರು. ವಿದ್ಯಾರ್ಥಿಗಳು, ಕಲಾಸಕ್ತರು ಭಾಗವಹಿಸಿದ್ದರು. ಕೇಂದ್ರದ ನಿರ್ದೇಶಕರು ಪ್ರಸ್ತಾವಿಸಿದರು. ಸಮಾರೋಪ ಸಮಾರಂಭದಲ್ಲಿ ಗಣ್ಯರು ಉಪಸ್ಥಿತರಿದ್ದರು. xyxy=(304,637,420,748)
masthead-title: ನಿಮ್ಮೂರಿನ ಸುದ್ದಿ xyxy=(393,37,627,88)
story6-caption: ಸುರತ್ಕಲ್ ಇಡ್ಯಾ ಮಹಾಲಿಂಗೇಶ್ವರ ದೇವಸ್ಥಾನದ ವಾರ್ಷಿಕ ಜಾತ್ರೆಯ ಕ್ಷೇತ್ರದ ಆಡಳಿತದಿಂದ ಆಗಮಿಸಿದ ಕಲಾವಿದರನ್ನು ಶ್ರೀ ವಿಶ್ವಸಂತೋಷ ಭಾರತೀ ಸ್ವಾಮೀಜಿ ಗೌರವಿಸಿದರು. ಹೊರೆಕಾಣಿಕೆ ಮೆರವಣಿಗೆ ಬೆಳಗ್ಗೆ ಚಂಡೆವಾದ್ಯ, ಮಲ್ಲಾಜ್ಞ ರಥೋತ್ಸವ ಜರಗಿದೆ. xyxy=(710,925,940,973)
brand-small: ಹೊಸದಿಗಂತ xyxy=(705,32,758,47)
